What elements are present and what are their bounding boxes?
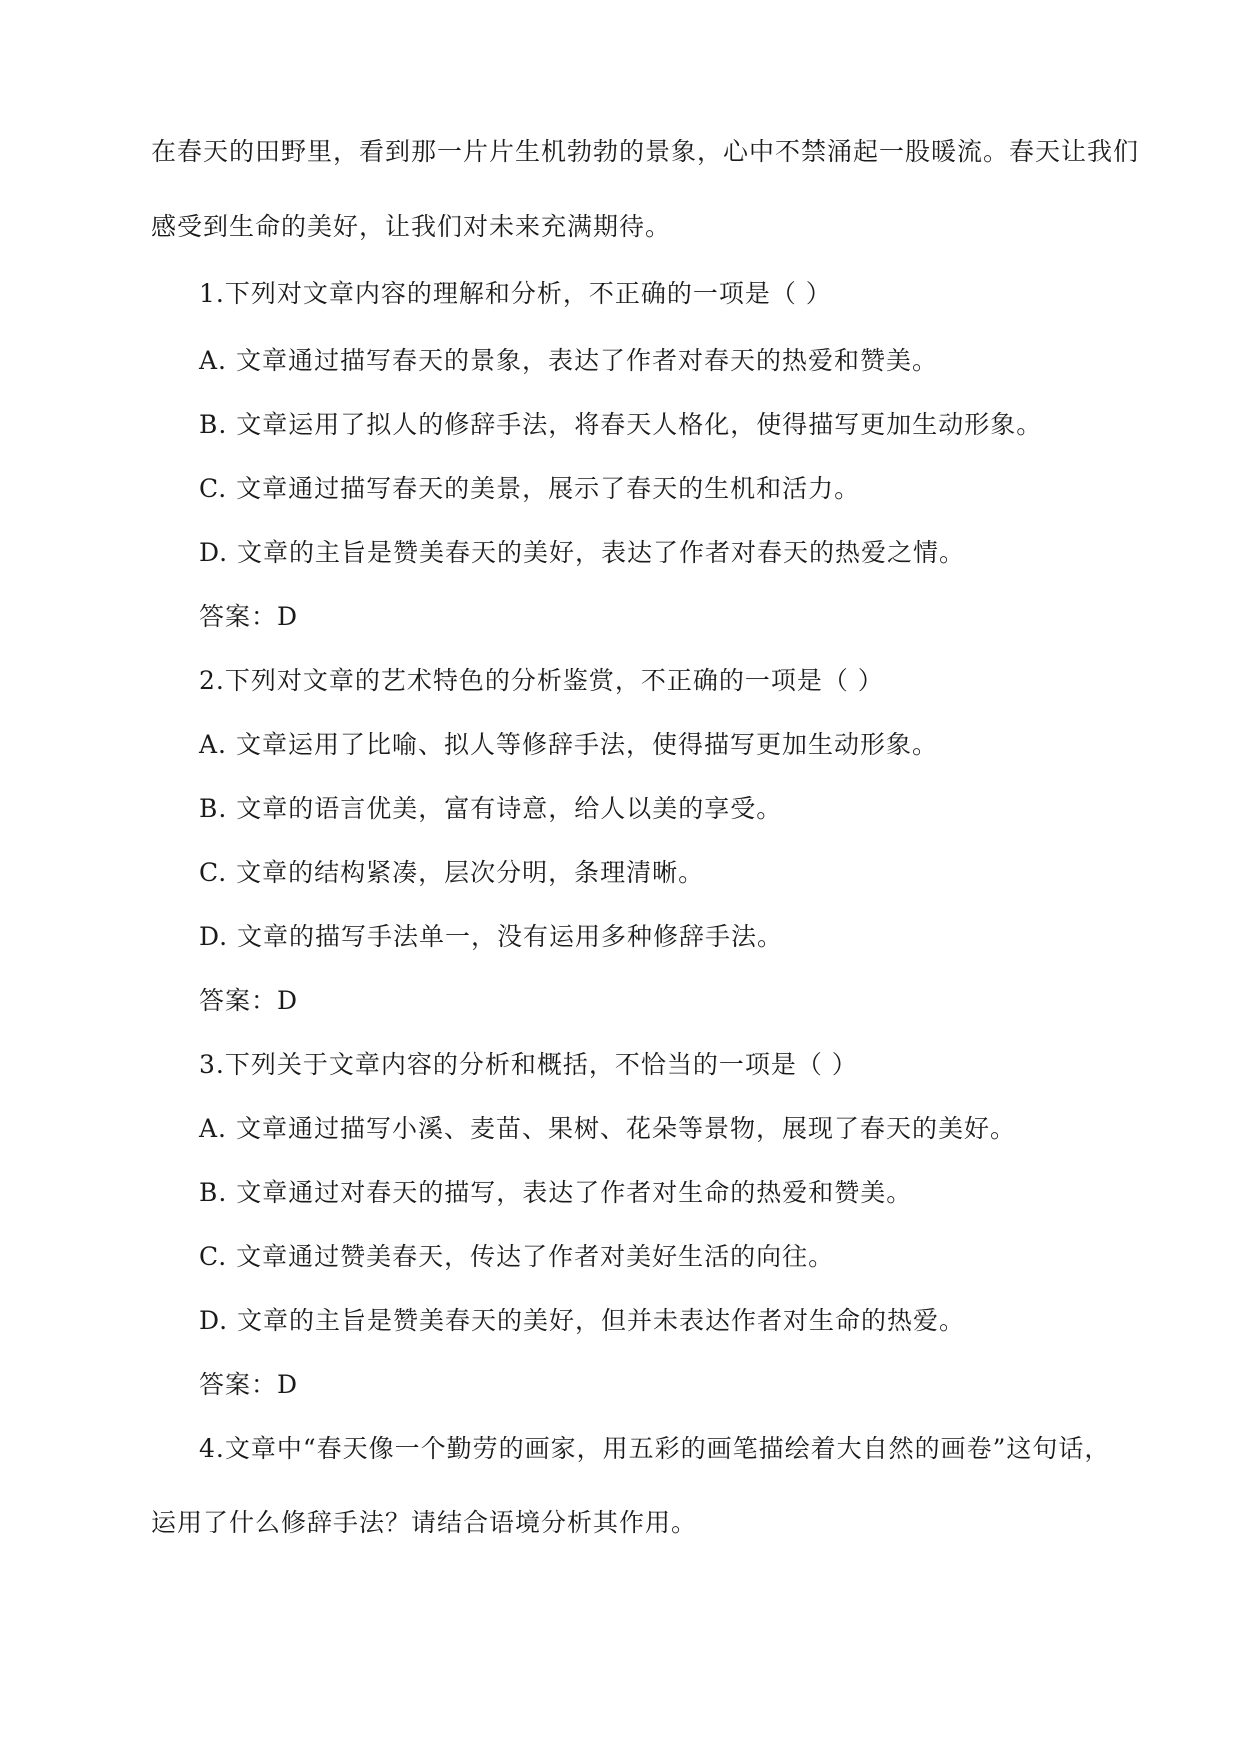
question-3-answer: 答案：D <box>199 1370 299 1399</box>
question-2-stem: 2.下列对文章的艺术特色的分析鉴赏，不正确的一项是（ ） <box>199 666 884 695</box>
question-2-option-d: D. 文章的描写手法单一，没有运用多种修辞手法。 <box>199 922 784 951</box>
question-1-option-a: A. 文章通过描写春天的景象，表达了作者对春天的热爱和赞美。 <box>199 346 938 375</box>
question-1-option-b: B. 文章运用了拟人的修辞手法，将春天人格化，使得描写更加生动形象。 <box>199 410 1043 439</box>
question-2-answer: 答案：D <box>199 986 299 1015</box>
question-3-option-a: A. 文章通过描写小溪、麦苗、果树、花朵等景物，展现了春天的美好。 <box>199 1114 1016 1143</box>
question-1-option-d: D. 文章的主旨是赞美春天的美好，表达了作者对春天的热爱之情。 <box>199 538 966 567</box>
question-2-option-c: C. 文章的结构紧凑，层次分明，条理清晰。 <box>199 858 705 887</box>
question-1-answer: 答案：D <box>199 602 299 631</box>
question-3-option-d: D. 文章的主旨是赞美春天的美好，但并未表达作者对生命的热爱。 <box>199 1306 966 1335</box>
question-2-option-b: B. 文章的语言优美，富有诗意，给人以美的享受。 <box>199 794 783 823</box>
question-3-option-b: B. 文章通过对春天的描写，表达了作者对生命的热爱和赞美。 <box>199 1178 913 1207</box>
question-3-option-c: C. 文章通过赞美春天，传达了作者对美好生活的向往。 <box>199 1242 835 1271</box>
paragraph-line: 在春天的田野里，看到那一片片生机勃勃的景象，心中不禁涌起一股暖流。春天让我们 <box>151 137 1140 166</box>
question-3-stem: 3.下列关于文章内容的分析和概括，不恰当的一项是（ ） <box>199 1050 858 1079</box>
question-1-option-c: C. 文章通过描写春天的美景，展示了春天的生机和活力。 <box>199 474 861 503</box>
question-2-option-a: A. 文章运用了比喻、拟人等修辞手法，使得描写更加生动形象。 <box>199 730 938 759</box>
question-1-stem: 1.下列对文章内容的理解和分析，不正确的一项是（ ） <box>199 279 832 308</box>
question-4-stem: 4.文章中“春天像一个勤劳的画家，用五彩的画笔描绘着大自然的画卷”这句话， <box>199 1434 1111 1463</box>
question-4-stem-continued: 运用了什么修辞手法？请结合语境分析其作用。 <box>151 1508 698 1537</box>
paragraph-line: 感受到生命的美好，让我们对未来充满期待。 <box>151 212 672 241</box>
